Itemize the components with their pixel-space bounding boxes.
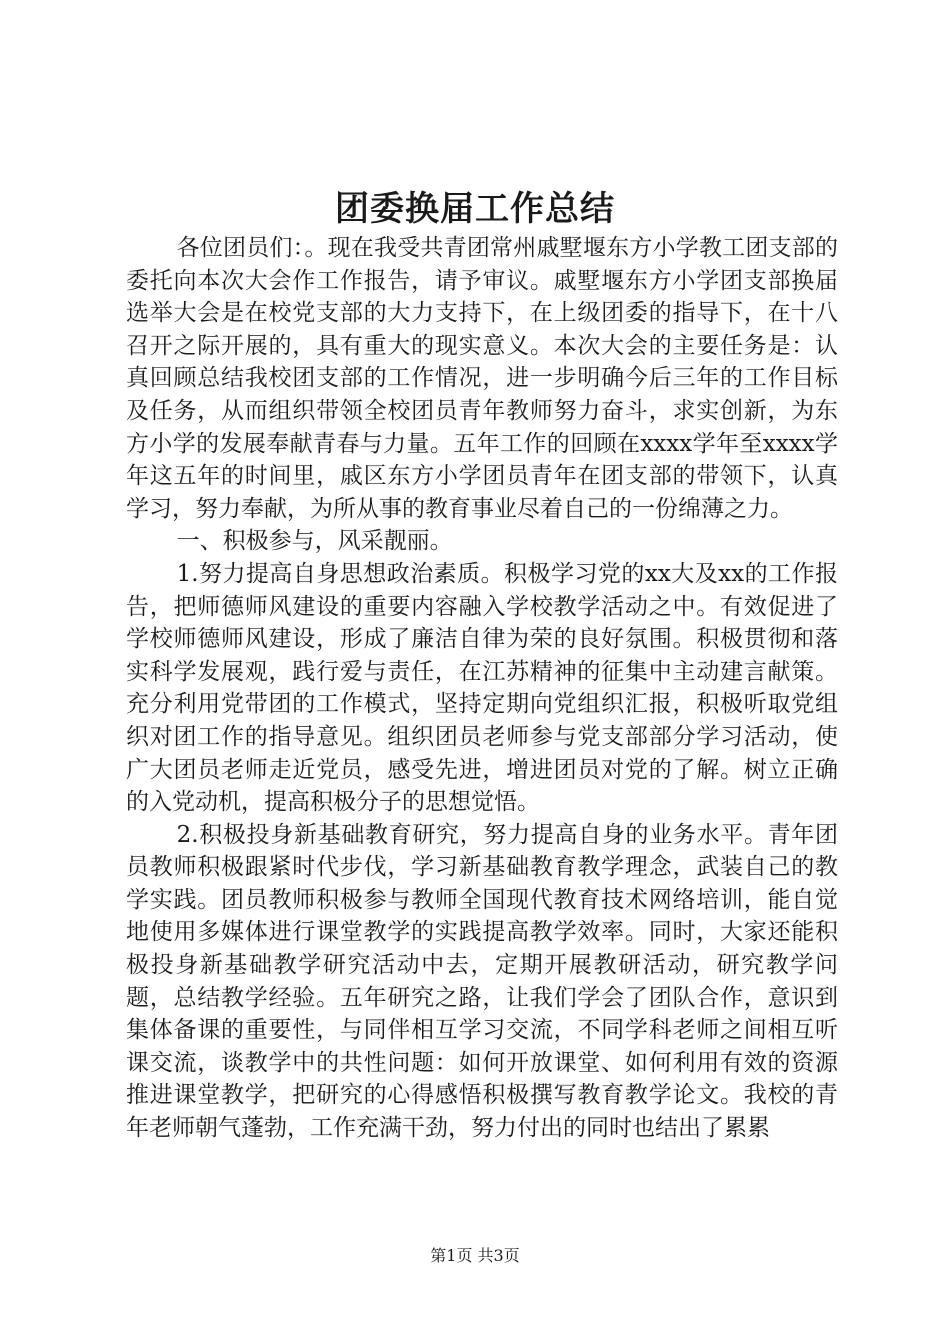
paragraph-item-1: 1.努力提高自身思想政治素质。积极学习党的xx大及xx的工作报告，把师德师风建设的重要内容融入学校教学活动之中。有效促进了学校师德师风建设，形成了廉洁自律为荣的良好氛围。积极贯彻和落实科学发展观，践行爱与责任，在江苏精神的征集中主动建言献策。充分利用党带团的工作模式，坚持定期向党组织汇报，积极听取党组织对团工作的指导意见。组织团员老师参与党支部部分学习活动，使广大团员老师走近党员，感受先进，增进团员对党的了解。树立正确的入党动机，提高积极分子的思想觉悟。 — [126, 560, 838, 816]
page-number-footer: 第1页 共3页 — [430, 1246, 520, 1265]
paragraph-item-2: 2.积极投身新基础教育研究，努力提高自身的业务水平。青年团员教师积极跟紧时代步伐，学习新基础教育教学理念，武装自己的教学实践。团员教师积极参与教师全国现代教育技术网络培训，能自觉地使用多媒体进行课堂教学的实践提高教学效率。同时，大家还能积极投身新基础教学研究活动中去，定期开展教研活动，研究教学问题，总结教学经验。五年研究之路，让我们学会了团队合作，意识到集体备课的重要性，与同伴相互学习交流，不同学科老师之间相互听课交流，谈教学中的共性问题：如何开放课堂、如何利用有效的资源推进课堂教学，把研究的心得感悟积极撰写教育教学论文。我校的青年老师朝气蓬勃，工作充满干劲，努力付出的同时也结出了累累 — [126, 821, 838, 1142]
document-title: 团委换届工作总结 — [335, 189, 615, 229]
section-heading-1: 一、积极参与，风采靓丽。 — [176, 528, 453, 555]
document-body — [126, 232, 838, 1145]
paragraph-intro: 各位团员们：。现在我受共青团常州戚墅堰东方小学教工团支部的委托向本次大会作工作报告，请予审议。戚墅堰东方小学团支部换届选举大会是在校党支部的大力支持下，在上级团委的指导下，在十八召开之际开展的，具有重大的现实意义。本次大会的主要任务是：认真回顾总结我校团支部的工作情况，进一步明确今后三年的工作目标及任务，从而组织带领全校团员青年教师努力奋斗，求实创新，为东方小学的发展奉献青春与力量。五年工作的回顾在xxxx学年至xxxx学年这五年的时间里，戚区东方小学团员青年在团支部的带领下，认真学习，努力奉献，为所从事的教育事业尽着自己的一份绵薄之力。 — [126, 235, 838, 522]
